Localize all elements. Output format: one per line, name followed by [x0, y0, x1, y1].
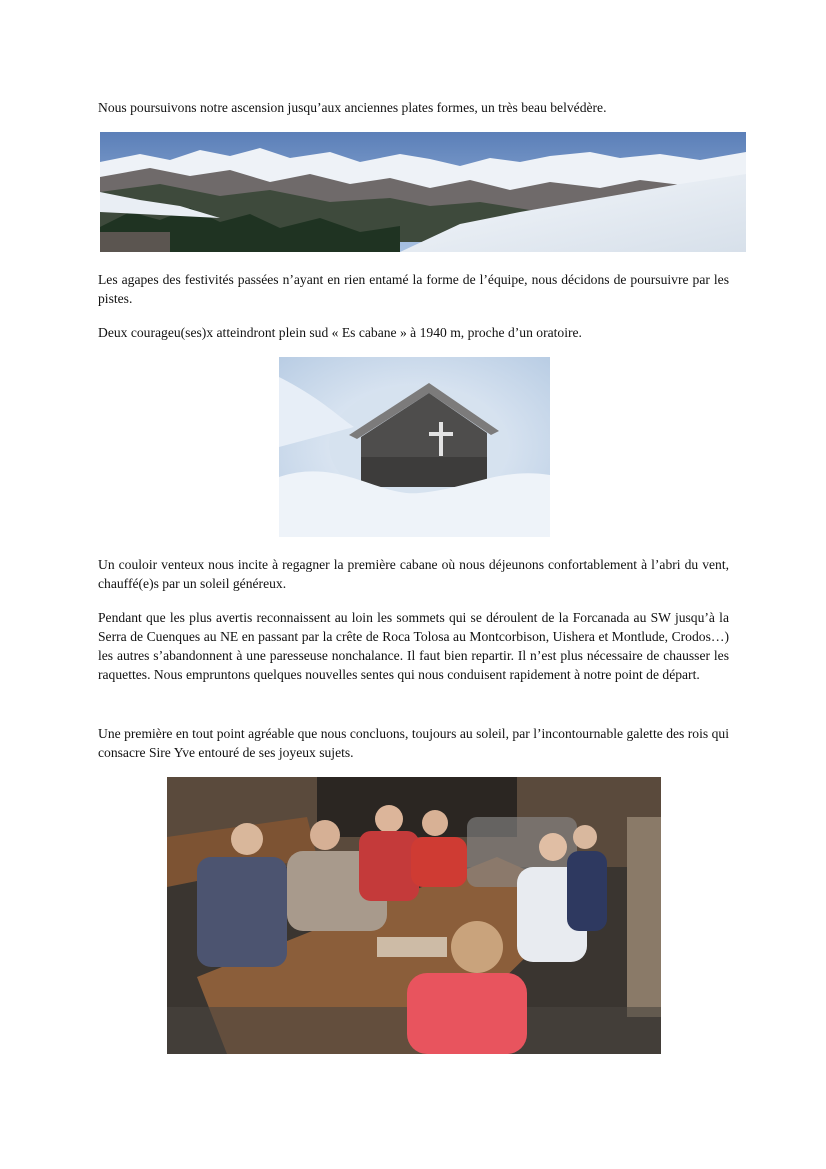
paragraph-5: Pendant que les plus avertis reconnaissent au loin les sommets qui se déroulent de la Forcanada au SW jusqu’à la Serra de Cuenques au NE en passant par la crête de Roca Tolosa au Montcorbison, Uishera et Montlude, Crodos…) les autres s’abandonnent à une paresseuse nonchalance. Il faut bien repartir. Il n’est plus nécessaire de chausser les raquettes. Nous empruntons quelques nouvelles sentes qui nous conduisent rapidement à notre point de départ. [98, 610, 729, 682]
group-lunch-photo [167, 777, 661, 1054]
paragraph-3: Deux courageu(ses)x atteindront plein sud « Es cabane » à 1940 m, proche d’un oratoire. [98, 325, 582, 340]
snow-covered-oratory-photo [279, 357, 550, 537]
mountain-panorama-photo [100, 132, 746, 252]
paragraph-6: Une première en tout point agréable que nous concluons, toujours au soleil, par l’incontournable galette des rois qui consacre Sire Yve entouré de ses joyeux sujets. [98, 726, 729, 760]
paragraph-1: Nous poursuivons notre ascension jusqu’aux anciennes plates formes, un très beau belvédère. [98, 100, 607, 115]
paragraph-2: Les agapes des festivités passées n’ayant en rien entamé la forme de l’équipe, nous décidons de poursuivre par les pistes. [98, 272, 729, 306]
paragraph-4: Un couloir venteux nous incite à regagner la première cabane où nous déjeunons confortablement à l’abri du vent, chauffé(e)s par un soleil généreux. [98, 557, 729, 591]
